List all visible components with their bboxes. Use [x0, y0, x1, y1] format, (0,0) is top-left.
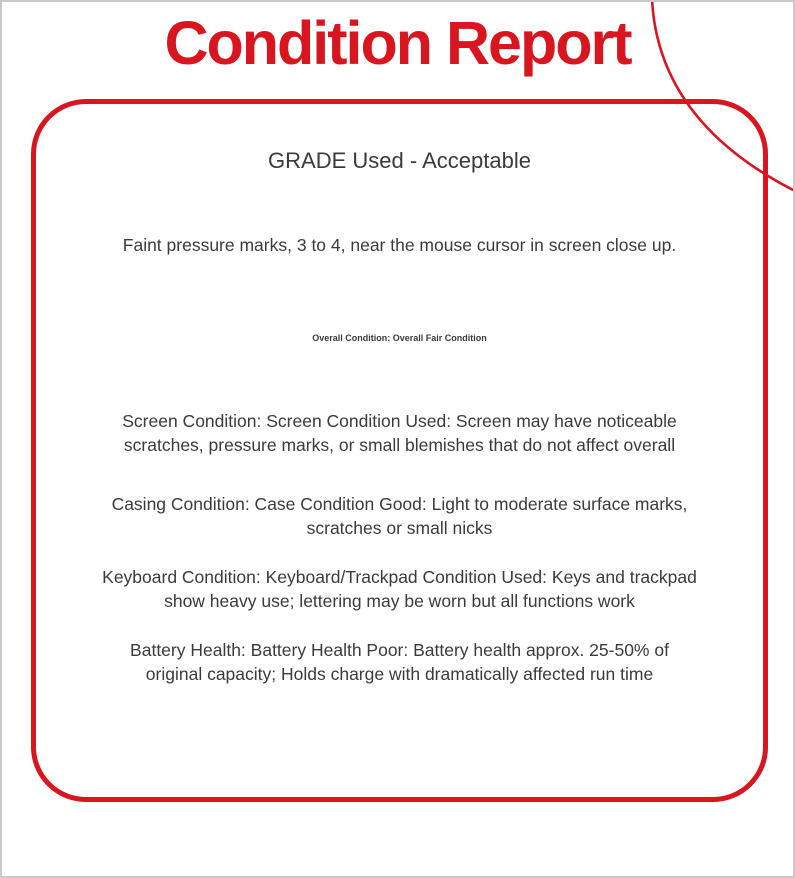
grade-heading: GRADE Used - Acceptable	[268, 148, 531, 173]
casing-condition-line-1: Casing Condition: Case Condition Good: Light to moderate surface marks,	[111, 494, 688, 514]
keyboard-condition-line-1: Keyboard Condition: Keyboard/Trackpad Condition Used: Keys and trackpad	[102, 567, 697, 587]
overall-condition-line: Overall Condition: Overall Fair Condition	[312, 333, 487, 343]
screen-condition-line-1: Screen Condition: Screen Condition Used: Screen may have noticeable	[122, 411, 677, 431]
keyboard-condition-line-2: show heavy use; lettering may be worn but all functions work	[164, 590, 635, 611]
battery-health-line-2: original capacity; Holds charge with dramatically affected run time	[145, 663, 654, 684]
condition-summary: Faint pressure marks, 3 to 4, near the mouse cursor in screen close up.	[122, 235, 677, 255]
screen-condition-section	[46, 410, 753, 457]
page-title: Condition Report	[164, 9, 631, 77]
casing-condition-section	[46, 493, 753, 540]
report-box	[31, 99, 768, 802]
battery-health-section	[46, 639, 753, 686]
casing-condition-line-2: scratches or small nicks	[306, 517, 493, 538]
keyboard-condition-section	[46, 566, 753, 613]
screen-condition-line-2: scratches, pressure marks, or small blemishes that do not affect overall	[123, 434, 676, 455]
battery-health-line-1: Battery Health: Battery Health Poor: Battery health approx. 25-50% of	[130, 640, 669, 660]
